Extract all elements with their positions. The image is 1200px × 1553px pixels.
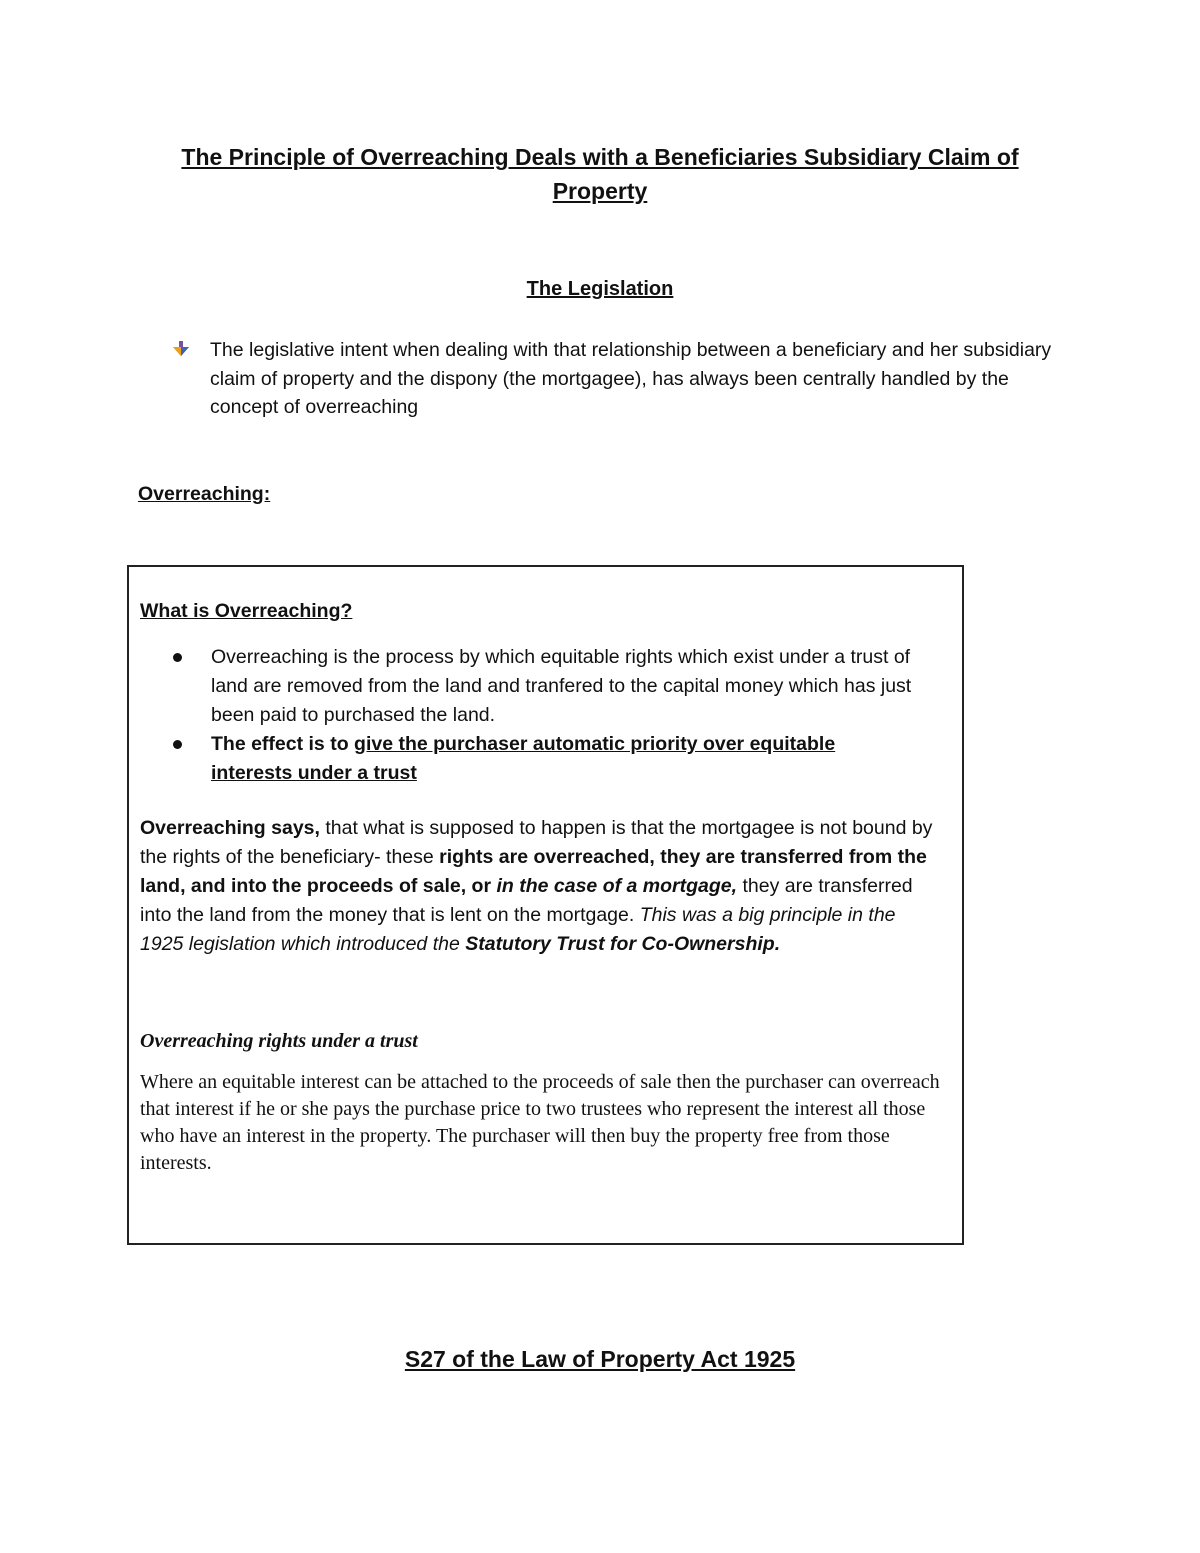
bullet-dot-icon bbox=[173, 653, 182, 662]
trust-rights-heading: Overreaching rights under a trust bbox=[140, 1030, 418, 1052]
section-heading: S27 of the Law of Property Act 1925 bbox=[404, 1346, 796, 1372]
box-bullet-list bbox=[140, 643, 955, 788]
overreaching-info-box bbox=[127, 565, 964, 1245]
info-box-content bbox=[140, 597, 955, 1177]
box-bullet-item bbox=[140, 730, 955, 788]
para-bold-italic-text: in the case of a mortgage, bbox=[496, 875, 738, 897]
overreaching-says-paragraph bbox=[140, 814, 955, 959]
arrow-bullet-icon bbox=[172, 336, 210, 362]
legislation-bullet-text: The legislative intent when dealing with that relationship between a beneficiary and her subsidiary claim of property and the dispony (the mortgagee), has always been centrally handled by the concept of overreaching bbox=[210, 339, 1052, 418]
legislation-bullet-item bbox=[172, 336, 1052, 422]
effect-underlined-text: give the purchaser automatic priority over equitable interests under a trust bbox=[211, 733, 836, 784]
page-title: The Principle of Overreaching Deals with a Beneficiaries Subsidiary Claim of Property bbox=[181, 144, 1019, 204]
para-bold-italic-text: Statutory Trust for Co-Ownership. bbox=[465, 933, 781, 955]
para-bold-text: rights are overreached, they are transferred from the land, and into the proceeds of sale, or bbox=[140, 846, 927, 897]
para-italic-text: This was a big principle in the 1925 legislation which introduced the bbox=[140, 904, 896, 955]
box-heading: What is Overreaching? bbox=[140, 600, 353, 622]
effect-lead-text: The effect is to bbox=[211, 733, 355, 755]
box-bullet-text: Overreaching is the process by which equitable rights which exist under a trust of land are removed from the land and tranfered to the capital money which has just been paid to purchased the land. bbox=[211, 646, 912, 726]
para-text: that what is supposed to happen is that the mortgagee is not bound by the rights of the beneficiary- these bbox=[140, 817, 933, 868]
trust-rights-paragraph: Where an equitable interest can be attached to the proceeds of sale then the purchaser can overreach that interest if he or she pays the purchase price to two trustees who represent the interest all those who have an interest in the property. The purchaser will then buy the property free from those interests. bbox=[140, 1071, 940, 1174]
para-text: they are transferred into the land from the money that is lent on the mortgage. bbox=[140, 875, 913, 926]
box-bullet-item bbox=[140, 643, 955, 730]
bullet-dot-icon bbox=[173, 740, 182, 749]
legislation-heading: The Legislation bbox=[526, 278, 674, 300]
para-lead: Overreaching says, bbox=[140, 817, 320, 839]
overreaching-heading: Overreaching: bbox=[138, 483, 271, 505]
